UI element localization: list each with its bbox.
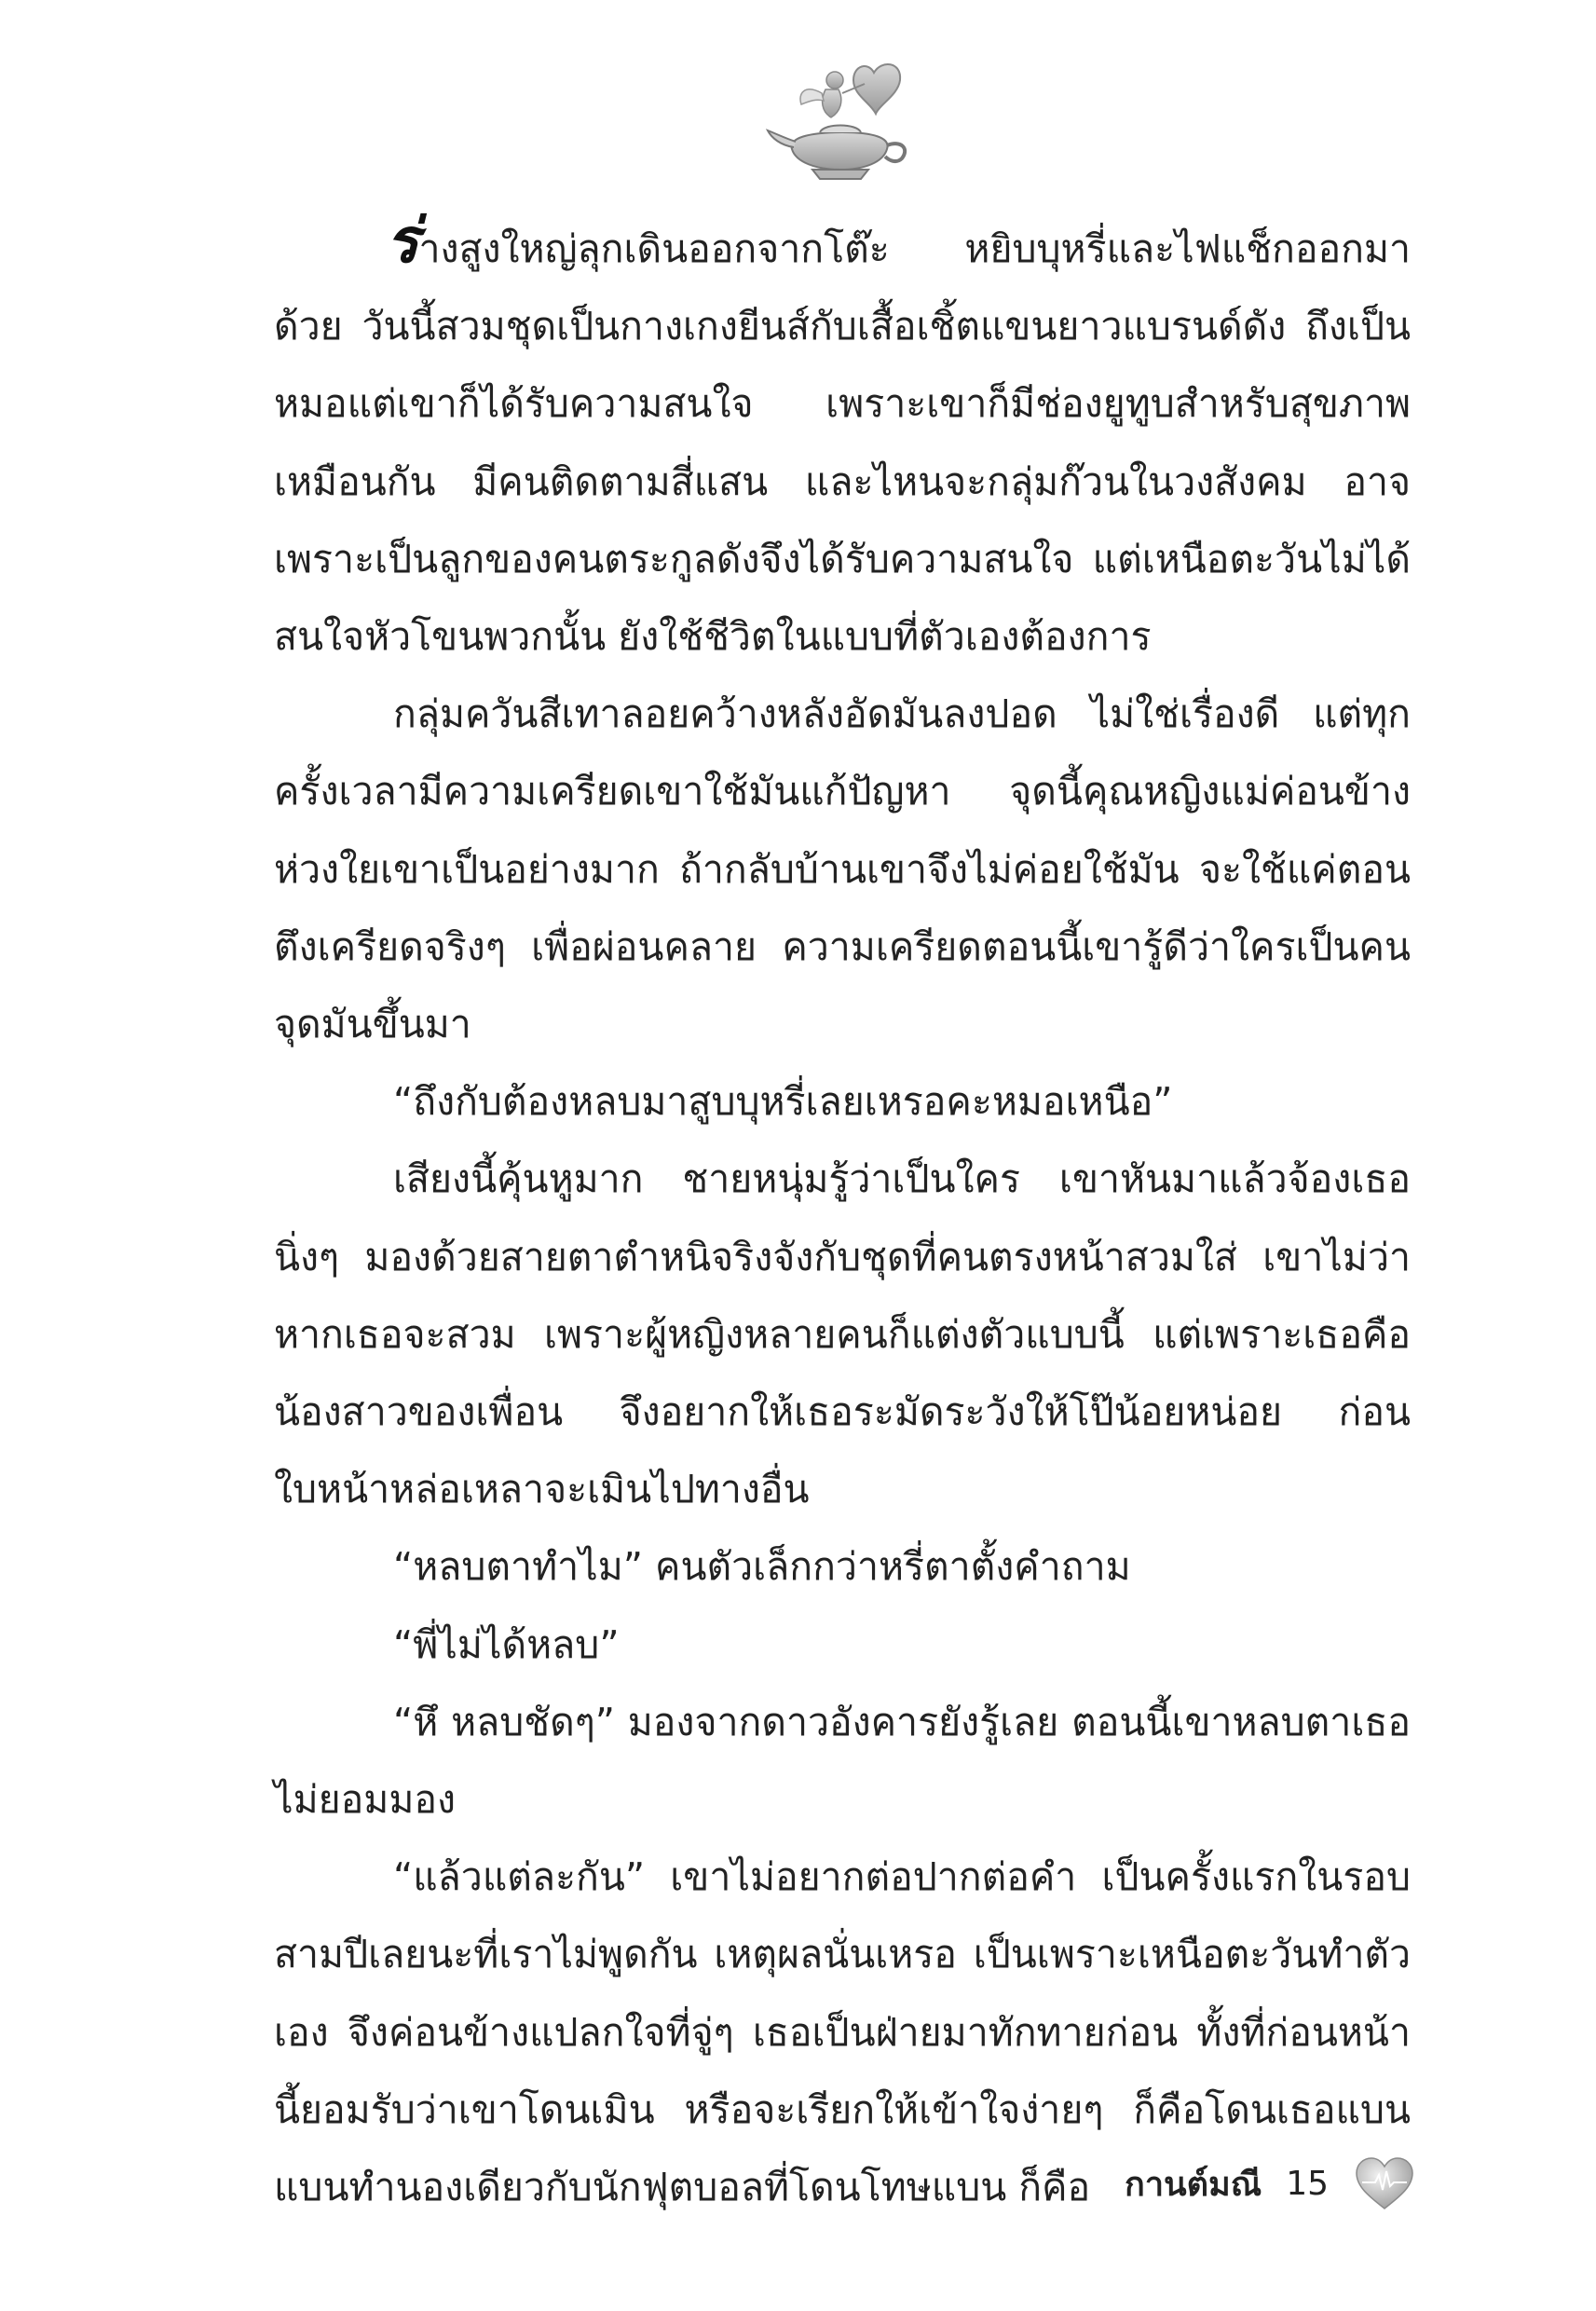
drop-cap: ร่ [386,205,419,277]
paragraph: “หึ หลบชัดๆ” มองจากดาวอังคารยังรู้เลย ตอนนี้เขาหลบตาเธอไม่ยอมมอง [274,1699,1411,1823]
body-text [274,205,1411,2226]
page-footer [1099,2151,1416,2216]
paragraph: เสียงนี้คุ้นหูมาก ชายหนุ่มรู้ว่าเป็นใคร เขาหันมาแล้วจ้องเธอนิ่งๆ มองด้วยสายตาตำหนิจริงจังกับชุดที่คนตรงหน้าสวมใส่ เขาไม่ว่าหากเธอจะสวม เพราะผู้หญิงหลายคนก็แต่งตัวแบบนี้ แต่เพราะเธอคือน้องสาวของเพื่อน จึงอยากให้เธอระมัดระวังให้โป๊น้อยหน่อย ก่อนใบหน้าหล่อเหลาจะเมินไปทางอื่น [274,1156,1411,1512]
paragraph: “หลบตาทำไม” คนตัวเล็กกว่าหรี่ตาตั้งคำถาม [393,1544,1131,1590]
page-number: 15 [1286,2164,1329,2203]
paragraph-text: างสูงใหญ่ลุกเดินออกจากโต๊ะ หยิบบุหรี่และไฟแช็กออกมาด้วย วันนี้สวมชุดเป็นกางเกงยีนส์กับเสื้อเชิ้ตแขนยาวแบรนด์ดัง ถึงเป็นหมอแต่เขาก็ได้รับความสนใจ เพราะเขาก็มีช่องยูทูบสำหรับสุขภาพเหมือนกัน มีคนติดตามสี่แสน และไหนจะกลุ่มก๊วนในวงสังคม อาจเพราะเป็นลูกของคนตระกูลดังจึงได้รับความสนใจ แต่เหนือตะวันไม่ได้สนใจหัวโขนพวกนั้น ยังใช้ชีวิตในแบบที่ตัวเองต้องการ [274,226,1411,660]
paragraph: “พี่ไม่ได้หลบ” [393,1621,620,1667]
heart-pulse-icon [1353,2154,1416,2212]
paragraph [274,205,1411,676]
author-name: กานต์มณี [1125,2165,1262,2204]
paragraph: “แล้วแต่ละกัน” เขาไม่อยากต่อปากต่อคำ เป็นครั้งแรกในรอบสามปีเลยนะที่เราไม่พูดกัน เหตุผลนั่นเหรอ เป็นเพราะเหนือตะวันทำตัวเอง จึงค่อนข้างแปลกใจที่จู่ๆ เธอเป็นฝ่ายมาทักทายก่อน ทั้งที่ก่อนหน้านี้ยอมรับว่าเขาโดนเมิน หรือจะเรียกให้เข้าใจง่ายๆ ก็คือโดนเธอแบน แบนทำนองเดียวกับนักฟุตบอลที่โดนโทษแบน ก็คือ [274,1854,1411,2210]
paragraph: กลุ่มควันสีเทาลอยคว้างหลังอัดมันลงปอด ไม่ใช่เรื่องดี แต่ทุกครั้งเวลามีความเครียดเขาใช้มันแก้ปัญหา จุดนี้คุณหญิงแม่ค่อนข้างห่วงใยเขาเป็นอย่างมาก ถ้ากลับบ้านเขาจึงไม่ค่อยใช้มัน จะใช้แค่ตอนตึงเครียดจริงๆ เพื่อผ่อนคลาย ความเครียดตอนนี้เขารู้ดีว่าใครเป็นคนจุดมันขึ้นมา [274,691,1411,1047]
paragraph: “ถึงกับต้องหลบมาสูบบุหรี่เลยเหรอคะหมอเหนือ” [393,1079,1173,1125]
cupid-teapot-icon [764,52,922,192]
